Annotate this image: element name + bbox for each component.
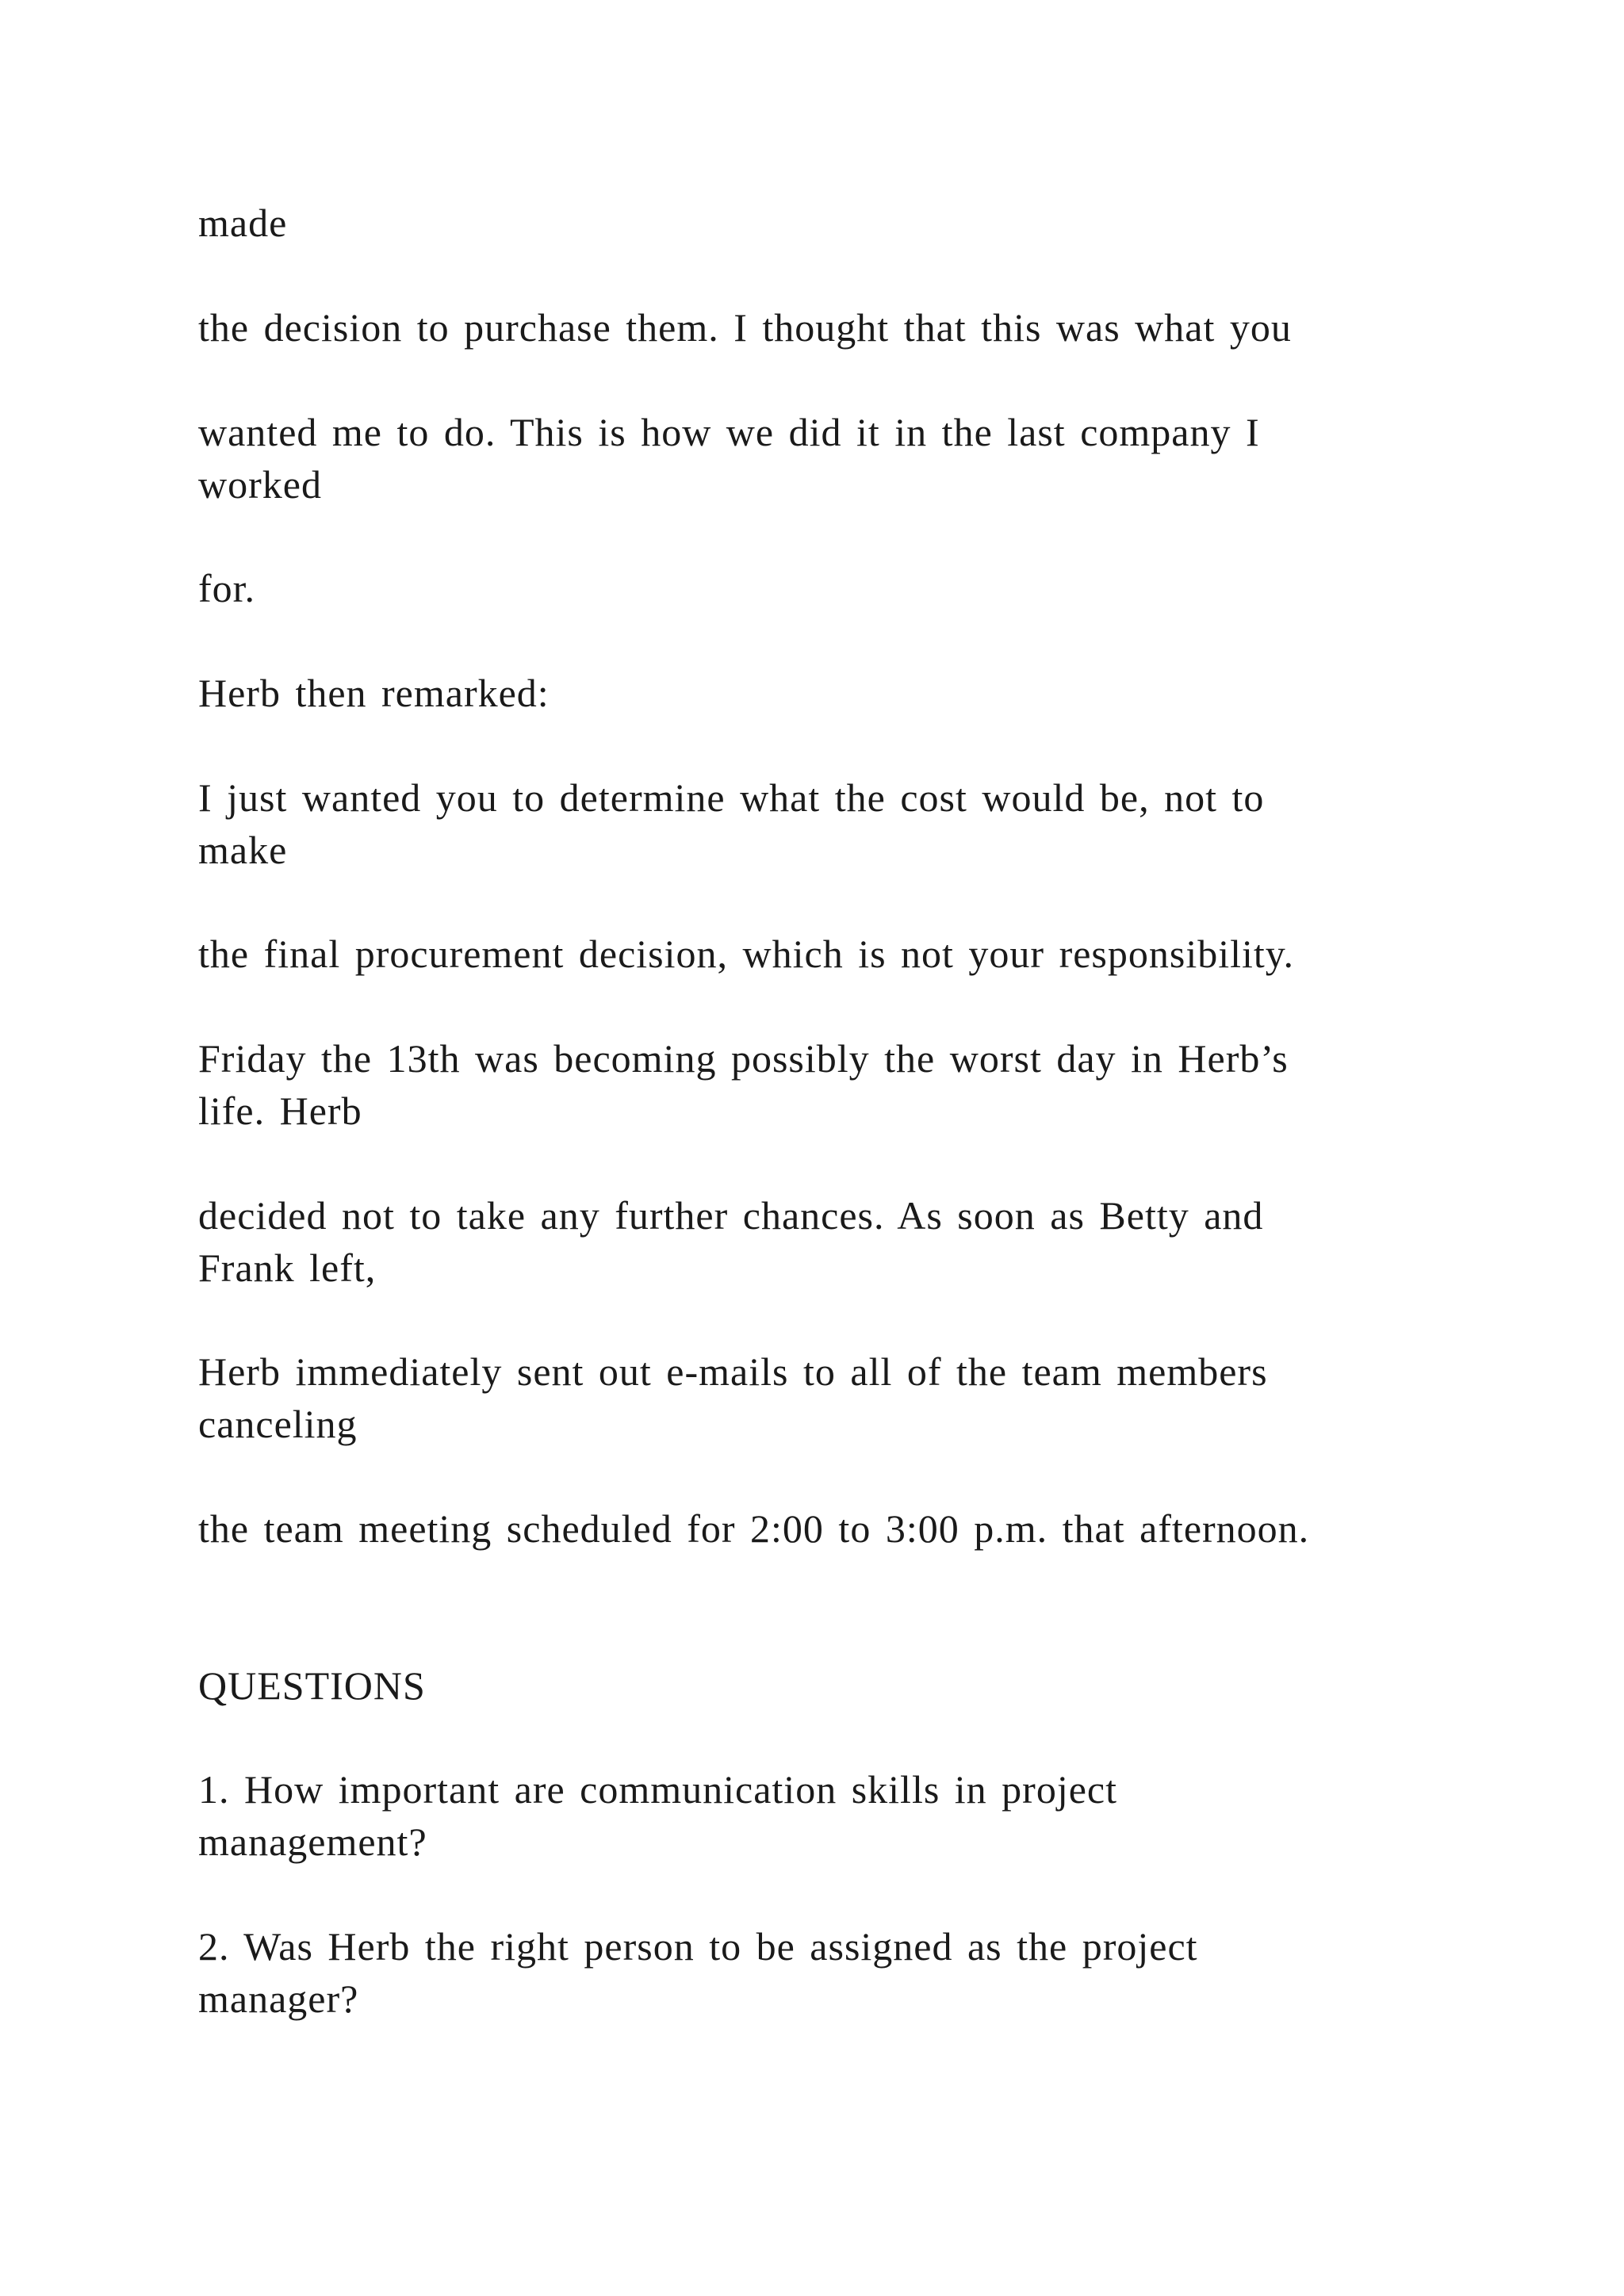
section-heading: QUESTIONS [198, 1663, 426, 1708]
text-line: Herb immediately sent out e-mails to all of the team members [198, 1349, 1268, 1394]
text-line: wanted me to do. This is how we did it in the last company I [198, 410, 1260, 454]
text-line: Friday the 13th was becoming possibly the worst day in Herb’s [198, 1036, 1289, 1081]
text-line: the final procurement decision, which is not your responsibility. [198, 932, 1295, 976]
text-line: worked [198, 462, 322, 507]
text-line: made [198, 201, 288, 245]
question-item: 1. How important are communication skills in project [198, 1767, 1117, 1812]
text-line: I just wanted you to determine what the cost would be, not to [198, 775, 1265, 820]
question-item: manager? [198, 1976, 359, 2021]
text-line: Frank left, [198, 1246, 377, 1290]
text-line: life. Herb [198, 1089, 362, 1133]
text-line: for. [198, 566, 256, 610]
text-line: the decision to purchase them. I thought that this was what you [198, 305, 1292, 350]
question-item: 2. Was Herb the right person to be assigned as the project [198, 1924, 1198, 1969]
text-line: make [198, 828, 288, 872]
text-line: canceling [198, 1402, 358, 1446]
text-line: the team meeting scheduled for 2:00 to 3:00 p.m. that afternoon. [198, 1506, 1310, 1551]
text-line: decided not to take any further chances. As soon as Betty and [198, 1193, 1264, 1238]
question-item: management? [198, 1820, 427, 1864]
text-line: Herb then remarked: [198, 671, 550, 715]
